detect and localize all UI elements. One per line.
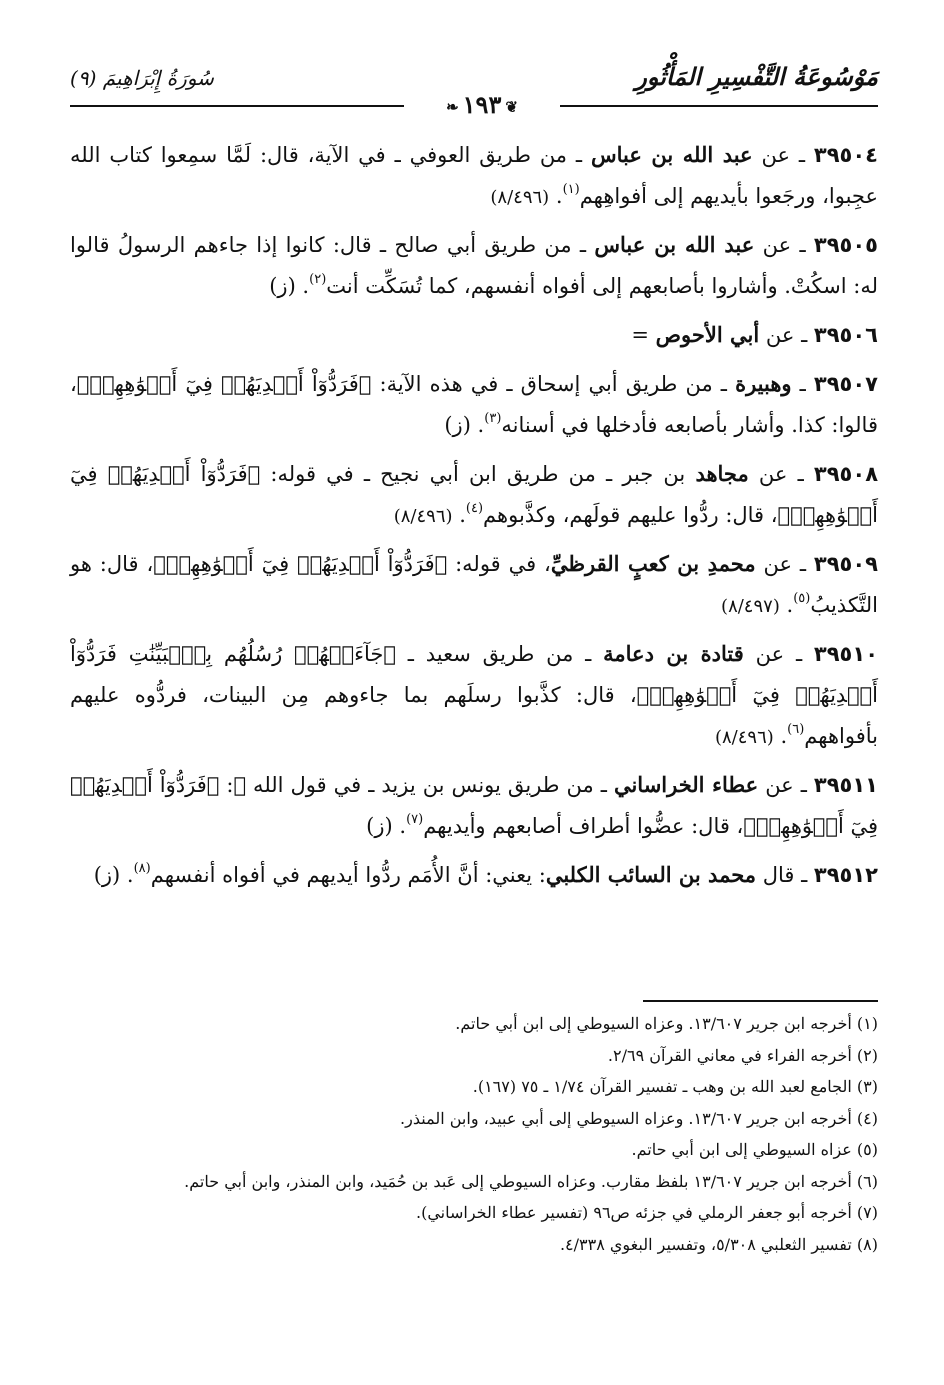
footnote: (٦) أخرجه ابن جرير ١٣/٦٠٧ بلفظ مقارب. وعزاه السيوطي إلى عَبد بن حُمَيد، وابن المنذر، وابن أبي حاتم. [184, 1171, 878, 1191]
narration-entry [70, 453, 878, 537]
entry-number: ٣٩٥٠٩ [813, 552, 878, 576]
footnote: (٥) عزاه السيوطي إلى ابن أبي حاتم. [631, 1140, 878, 1159]
entry-suffix: . (ز) [93, 863, 134, 887]
narration-entry [70, 314, 878, 357]
narrator-name: عبد الله بن عباس [594, 232, 755, 257]
footnotes-section [70, 1010, 878, 1262]
narrator-name: أبي الأحوص [655, 322, 760, 347]
entry-text: بن جبر ـ من طريق ابن أبي نجيح ـ في قوله: ﴿فَرَدُّوٓاْ أَيۡدِيَهُمۡ فِيٓ أَفۡوَٰهِهِمۡ﴾، قال: ردُّوا عليهم قولَهم، وكذَّبوهم [70, 462, 878, 527]
entry-text: ـ من طريق أبي إسحاق ـ في هذه الآية: ﴿فَرَدُّوٓاْ أَيۡدِيَهُمۡ فِيٓ أَفۡوَٰهِهِمۡ﴾، قالوا: كذا. وأشار بأصابعه فأدخلها في أسنانه [70, 372, 878, 437]
entry-suffix: . [549, 184, 563, 208]
entry-prefix: ـ عن [743, 642, 814, 666]
entry-text: ـ من طريق يونس بن يزيد ـ في قول الله ﷻ: ﴿فَرَدُّوٓاْ أَيۡدِيَهُمۡ فِيٓ أَفۡوَٰهِهِمۡ﴾، قال: عضُّوا أطراف أصابعهم وأيديهم [70, 773, 878, 838]
narrator-name: مجاهد [695, 461, 749, 486]
footnote-marker: (٣) [484, 411, 502, 426]
page-number: ١٩٣ [462, 90, 502, 119]
narration-entry [70, 363, 878, 447]
main-text [70, 134, 878, 903]
volume-reference: (٨/٤٩٧) [721, 596, 780, 617]
header-rule-right [560, 105, 878, 107]
narrator-name: وهبيرة [735, 371, 792, 396]
surah-label: سُورَةُ إِبْرَاهِيمَ (٩) [70, 66, 214, 90]
footnote-separator [643, 1000, 878, 1002]
footnote-marker: (٨) [133, 861, 151, 876]
narration-entry [70, 633, 878, 758]
entry-prefix: ـ قال [756, 863, 814, 887]
entry-suffix: . [779, 593, 794, 617]
footnote-marker: (٤) [465, 501, 484, 516]
ornament-icon: ❧ [446, 97, 459, 116]
book-title: مَوْسُوعَةُ التَّفْسِيرِ المَأْثُورِ [635, 62, 878, 91]
entry-number: ٣٩٥١٢ [813, 863, 878, 887]
entry-prefix: ـ عن [748, 462, 814, 486]
narration-entry [70, 543, 878, 627]
header-rule-left [70, 105, 404, 107]
volume-reference: (٨/٤٩٦) [393, 506, 453, 527]
entry-prefix: ـ عن [759, 323, 814, 347]
entry-text: : يعني: أنَّ الأُمَم ردُّوا أيديهم في أفواه أنفسهم [150, 863, 546, 887]
footnote: (٨) تفسير الثعلبي ٥/٣٠٨، وتفسير البغوي ٤/٣٣٨. [559, 1234, 878, 1254]
entry-number: ٣٩٥٠٥ [813, 233, 878, 257]
narrator-name: محمد بن السائب الكلبي [545, 862, 757, 887]
entry-prefix: ـ عن [754, 233, 814, 257]
footnote-marker: (٢) [309, 272, 327, 287]
entry-prefix: ـ [791, 372, 814, 396]
entry-number: ٣٩٥٠٨ [813, 462, 879, 486]
entry-prefix: ـ عن [758, 773, 814, 797]
page-number-block [404, 88, 560, 124]
narrator-name: قتادة بن دعامة [603, 641, 744, 666]
footnote-marker: (٥) [793, 591, 811, 606]
entry-text: ـ من طريق سعيد ـ ﴿جَآءَتۡهُمۡ رُسُلُهُم بِٱلۡبَيِّنَٰتِ فَرَدُّوٓاْ أَيۡدِيَهُمۡ فِيٓ أَفۡوَٰهِهِمۡ﴾، قال: كذَّبوا رسلَهم بما جاءوهم مِن البينات، فردُّوه عليهم بأفواههم [70, 642, 878, 748]
narrator-name: محمدِ بن كعبٍ القرظيِّ [550, 551, 756, 576]
entry-suffix: . [452, 503, 466, 527]
narration-entry [70, 224, 878, 308]
entry-number: ٣٩٥٠٤ [813, 143, 878, 167]
entry-suffix: . [773, 724, 788, 748]
entry-text: = [631, 323, 656, 347]
entry-text: ـ من طريق أبي صالح ـ قال: كانوا إذا جاءهم الرسولُ قالوا له: اسكُتْ. وأشاروا بأصابعهم إلى أفواه أنفسهم، كما تُسَكِّت أنت [70, 233, 878, 298]
narrator-name: عطاء الخراساني [613, 772, 759, 797]
entry-number: ٣٩٥١٠ [813, 642, 879, 666]
entry-number: ٣٩٥٠٦ [813, 323, 878, 347]
entry-prefix: ـ عن [752, 143, 814, 167]
footnote-marker: (١) [562, 182, 580, 197]
entry-prefix: ـ عن [755, 552, 814, 576]
footnote: (٧) أخرجه أبو جعفر الرملي في جزئه ص٩٦ (تفسير عطاء الخراساني). [415, 1203, 878, 1222]
volume-reference: (٨/٤٩٦) [490, 187, 550, 208]
footnote: (١) أخرجه ابن جرير ١٣/٦٠٧. وعزاه السيوطي إلى ابن أبي حاتم. [455, 1014, 878, 1033]
entry-suffix: . (ز) [269, 274, 310, 298]
entry-suffix: . (ز) [366, 814, 407, 838]
footnote: (٢) أخرجه الفراء في معاني القرآن ٢/٦٩. [607, 1045, 878, 1065]
entry-suffix: . (ز) [444, 413, 485, 437]
narrator-name: عبد الله بن عباس [590, 142, 753, 167]
ornament-icon: ❦ [505, 97, 518, 116]
entry-number: ٣٩٥٠٧ [813, 372, 878, 396]
volume-reference: (٨/٤٩٦) [714, 727, 774, 748]
narration-entry [70, 854, 878, 897]
entry-number: ٣٩٥١١ [813, 773, 878, 797]
narration-entry [70, 764, 878, 848]
footnote-marker: (٦) [787, 722, 805, 737]
narration-entry [70, 134, 878, 218]
entry-text: ، في قوله: ﴿فَرَدُّوٓاْ أَيۡدِيَهُمۡ فِيٓ أَفۡوَٰهِهِمۡ﴾، قال: هو التَّكذيبُ [70, 552, 878, 617]
footnote-marker: (٧) [406, 812, 424, 827]
footnote: (٤) أخرجه ابن جرير ١٣/٦٠٧. وعزاه السيوطي إلى أبي عبيد، وابن المنذر. [400, 1108, 878, 1128]
page-header [70, 60, 878, 119]
document-page [70, 60, 878, 1360]
entry-text: ـ من طريق العوفي ـ في الآية، قال: لَمَّا سمِعوا كتاب الله عجِبوا، ورجَعوا بأيديهم إلى أفواهِهم [70, 143, 878, 208]
footnote: (٣) الجامع لعبد الله بن وهب ـ تفسير القرآن ١/٧٤ ـ ٧٥ (١٦٧). [472, 1077, 878, 1096]
